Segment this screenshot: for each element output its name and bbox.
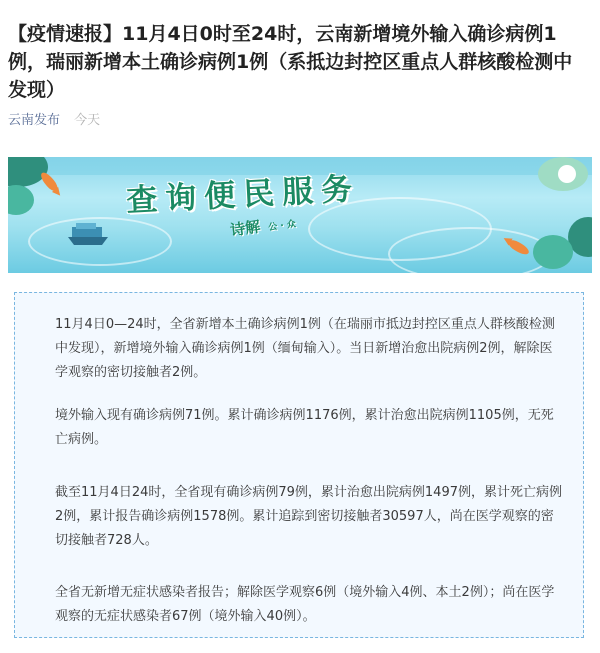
banner-subtitle (229, 211, 297, 241)
article-meta (8, 113, 100, 129)
banner-subtitle-small: 公 · 众 (267, 219, 297, 234)
lily-pad-icon (558, 165, 576, 183)
author-link[interactable]: 云南发布 (8, 113, 61, 128)
report-paragraph: 截至11月4日24时，全省现有确诊病例79例，累计治愈出院病例1497例，累计死亡病例2例，累计报告确诊病例1578例。累计追踪到密切接触者30597人，尚在医学观察的密切接触者728人。 (55, 485, 562, 548)
article-title: 【疫情速报】11月4日0时至24时，云南新增境外输入确诊病例1例，瑞丽新增本土确诊病例1例（系抵边封控区重点人群核酸检测中发现） (8, 23, 573, 101)
report-paragraph: 全省无新增无症状感染者报告；解除医学观察6例（境外输入4例、本土2例）；尚在医学观察的无症状感染者67例（境外输入40例）。 (55, 585, 555, 624)
report-paragraph: 11月4日0—24时，全省新增本土确诊病例1例（在瑞丽市抵边封控区重点人群核酸检测中发现），新增境外输入确诊病例1例（缅甸输入）。当日新增治愈出院病例2例，解除医学观察的密切接触者2例。 (55, 317, 555, 380)
epidemic-report-box (14, 292, 584, 638)
lily-pad-icon (8, 185, 34, 215)
service-banner[interactable] (8, 157, 592, 273)
report-paragraph: 境外输入现有确诊病例71例。累计确诊病例1176例，累计治愈出院病例1105例，无死亡病例。 (55, 408, 554, 447)
banner-subtitle-text: 诗解 (229, 217, 262, 240)
boat-icon (68, 223, 108, 245)
banner-title: 查询便民服务 (125, 170, 361, 220)
lily-pad-icon (533, 235, 573, 269)
publish-time: 今天 (74, 113, 101, 128)
